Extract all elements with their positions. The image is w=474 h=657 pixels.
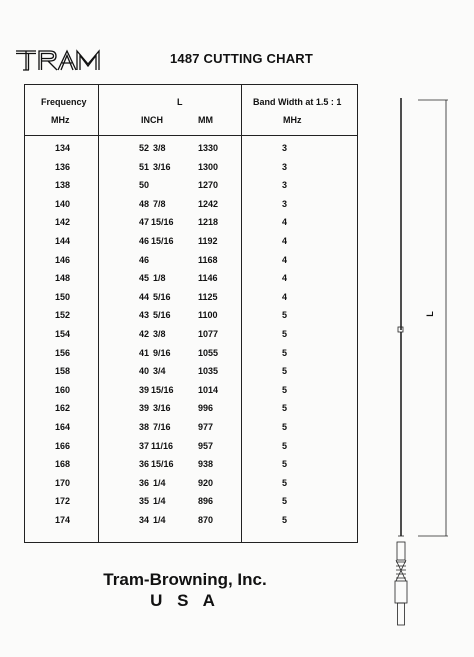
table-row (25, 329, 357, 348)
cell-inch-whole: 51 (139, 161, 150, 172)
cell-frequency: 136 (55, 161, 71, 172)
cell-bandwidth: 5 (282, 515, 288, 525)
table-row (25, 292, 357, 311)
cell-frequency: 164 (55, 422, 71, 432)
table-row (25, 385, 357, 404)
cell-inch-fraction: 1/4 (153, 496, 166, 507)
cell-inch-fraction: 5/16 (153, 310, 171, 321)
header-length: L (177, 97, 183, 107)
cell-mm: 1218 (198, 217, 219, 228)
cell-bandwidth: 4 (282, 254, 288, 265)
table-row (25, 236, 357, 255)
cell-mm: 1146 (198, 273, 218, 284)
dimension-label: L (424, 311, 435, 317)
cell-bandwidth: 3 (282, 143, 288, 153)
table-row (25, 255, 357, 274)
antenna-diagram (372, 90, 462, 640)
cell-bandwidth: 5 (282, 459, 288, 470)
cell-inch-whole: 40 (139, 366, 150, 377)
cell-frequency: 150 (55, 291, 71, 302)
cell-inch-fraction: 15/16 (151, 384, 174, 395)
table-row (25, 199, 357, 218)
cell-frequency: 158 (55, 366, 71, 377)
cell-bandwidth: 5 (282, 366, 288, 377)
cell-mm: 977 (198, 422, 214, 432)
table-row (25, 403, 357, 422)
cell-mm: 1035 (198, 366, 219, 377)
cell-inch-fraction: 7/16 (153, 422, 171, 432)
cell-inch-whole: 42 (139, 329, 150, 339)
cell-inch-fraction: 11/16 (151, 440, 174, 451)
cell-inch-fraction: 3/4 (153, 366, 166, 377)
table-row (25, 366, 357, 385)
cell-bandwidth: 5 (282, 310, 288, 321)
cell-mm: 1168 (198, 254, 218, 265)
cell-bandwidth: 4 (282, 273, 288, 284)
cell-inch-whole: 43 (139, 310, 150, 321)
table-row (25, 459, 357, 478)
cell-inch-fraction: 3/16 (153, 161, 171, 172)
antenna-drawing (372, 90, 462, 640)
cell-mm: 1242 (198, 198, 219, 209)
header-bandwidth-unit: MHz (283, 115, 302, 125)
cell-inch-whole: 38 (139, 422, 150, 432)
cell-inch-fraction: 15/16 (151, 459, 174, 470)
cell-bandwidth: 5 (282, 477, 288, 488)
table-row (25, 217, 357, 236)
cell-mm: 896 (198, 496, 214, 507)
header-inch: INCH (141, 115, 163, 125)
table-row (25, 180, 357, 199)
cell-mm: 957 (198, 440, 214, 451)
header-frequency-unit: MHz (51, 115, 70, 125)
tram-logo (14, 44, 102, 74)
cell-mm: 1125 (198, 291, 218, 302)
cutting-chart-table (24, 84, 358, 543)
cell-bandwidth: 3 (282, 198, 288, 209)
header-frequency: Frequency (41, 97, 87, 107)
cell-mm: 920 (198, 477, 214, 488)
cell-frequency: 134 (55, 143, 71, 153)
cell-bandwidth: 5 (282, 403, 288, 414)
cell-inch-fraction: 1/8 (153, 273, 166, 284)
cell-inch-whole: 39 (139, 403, 150, 414)
cell-frequency: 170 (55, 477, 71, 488)
header-mm: MM (198, 115, 213, 125)
cell-bandwidth: 5 (282, 440, 288, 451)
company-country: U S A (150, 591, 220, 610)
cell-inch-fraction: 3/8 (153, 329, 166, 339)
cell-inch-whole: 44 (139, 291, 150, 302)
table-row (25, 348, 357, 367)
cell-frequency: 168 (55, 459, 71, 470)
table-row (25, 273, 357, 292)
cell-inch-fraction: 3/16 (153, 403, 171, 414)
cell-frequency: 166 (55, 440, 71, 451)
cell-mm: 1330 (198, 143, 219, 153)
cell-inch-whole: 46 (139, 254, 150, 265)
cell-frequency: 154 (55, 329, 71, 339)
cell-bandwidth: 5 (282, 422, 288, 432)
cell-inch-fraction: 3/8 (153, 143, 166, 153)
cell-inch-fraction: 9/16 (153, 347, 171, 358)
table-row (25, 441, 357, 460)
cell-inch-fraction: 5/16 (153, 291, 171, 302)
table-row (25, 162, 357, 181)
cell-inch-fraction: 1/4 (153, 515, 166, 525)
cell-bandwidth: 5 (282, 384, 288, 395)
cell-inch-fraction: 1/4 (153, 477, 166, 488)
cell-inch-whole: 39 (139, 384, 150, 395)
cell-inch-whole: 47 (139, 217, 150, 228)
cell-inch-whole: 36 (139, 477, 150, 488)
cell-frequency: 140 (55, 198, 71, 209)
cell-bandwidth: 5 (282, 496, 288, 507)
cell-frequency: 152 (55, 310, 71, 321)
cell-bandwidth: 3 (282, 161, 288, 172)
table-row (25, 143, 357, 162)
cell-mm: 1270 (198, 180, 219, 191)
cell-inch-whole: 48 (139, 198, 150, 209)
cell-frequency: 142 (55, 217, 71, 228)
cell-frequency: 146 (55, 254, 71, 265)
company-name: Tram-Browning, Inc. (103, 570, 267, 589)
cell-frequency: 138 (55, 180, 71, 191)
cell-inch-fraction: 7/8 (153, 198, 166, 209)
cell-bandwidth: 3 (282, 180, 288, 191)
cell-bandwidth: 5 (282, 329, 288, 339)
header-bandwidth: Band Width at 1.5 : 1 (253, 97, 342, 107)
page-title: 1487 CUTTING CHART (170, 51, 314, 66)
cell-inch-whole: 50 (139, 180, 150, 191)
cell-mm: 938 (198, 459, 214, 470)
cell-bandwidth: 4 (282, 217, 288, 228)
cell-mm: 1055 (198, 347, 219, 358)
cell-inch-whole: 41 (139, 347, 150, 358)
table-row (25, 422, 357, 441)
cell-mm: 1100 (198, 310, 218, 321)
cell-frequency: 174 (55, 515, 71, 525)
cell-bandwidth: 4 (282, 236, 288, 246)
table-row (25, 515, 357, 534)
table-row (25, 310, 357, 329)
tram-logo-graphic (14, 44, 102, 74)
header-divider (25, 135, 357, 136)
cell-frequency: 172 (55, 496, 71, 507)
cell-frequency: 160 (55, 384, 71, 395)
cell-inch-whole: 46 (139, 236, 150, 246)
cell-inch-whole: 52 (139, 143, 150, 153)
cell-bandwidth: 4 (282, 291, 288, 302)
cell-frequency: 156 (55, 347, 71, 358)
cell-frequency: 144 (55, 236, 71, 246)
cell-mm: 996 (198, 403, 214, 414)
cell-frequency: 162 (55, 403, 71, 414)
cell-inch-whole: 34 (139, 515, 150, 525)
cell-mm: 1014 (198, 384, 219, 395)
cell-frequency: 148 (55, 273, 71, 284)
cell-inch-whole: 36 (139, 459, 150, 470)
cell-bandwidth: 5 (282, 347, 288, 358)
cell-mm: 1192 (198, 236, 218, 246)
cell-mm: 1300 (198, 161, 219, 172)
cell-inch-whole: 45 (139, 273, 150, 284)
table-row (25, 478, 357, 497)
cell-mm: 870 (198, 515, 214, 525)
cell-inch-fraction: 15/16 (151, 217, 174, 228)
cell-inch-whole: 37 (139, 440, 150, 451)
table-row (25, 496, 357, 515)
cell-inch-whole: 35 (139, 496, 150, 507)
cell-mm: 1077 (198, 329, 219, 339)
cell-inch-fraction: 15/16 (151, 236, 174, 246)
